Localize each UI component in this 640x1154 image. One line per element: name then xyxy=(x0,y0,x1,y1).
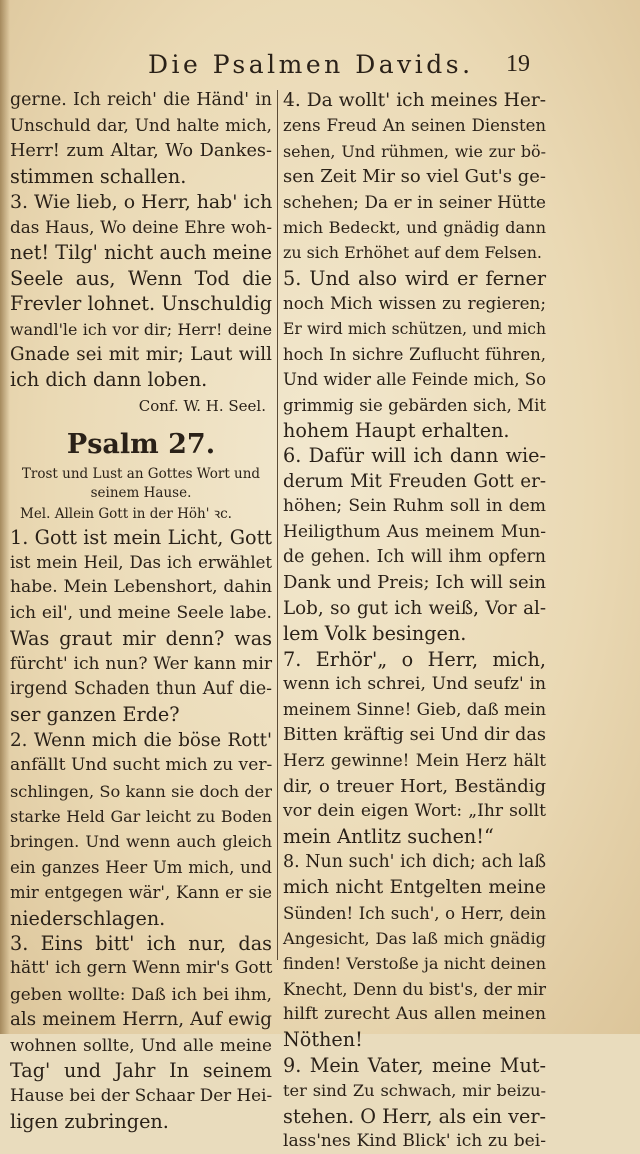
text-line: ich eil', und meine Seele labe. xyxy=(10,602,272,623)
text-line: mein Antlitz suchen!“ xyxy=(283,825,494,849)
text-line: Gnade sei mit mir; Laut will xyxy=(10,343,272,365)
text-line: 5. Und also wird er ferner xyxy=(283,266,546,290)
text-line: starke Held Gar leicht zu Boden xyxy=(10,806,272,826)
text-line: Hause bei der Schaar Der Hei- xyxy=(10,1085,273,1106)
text-line: Sünden! Ich such', o Herr, dein xyxy=(283,903,546,923)
text-line: ser ganzen Erde? xyxy=(10,703,180,727)
text-line: 9. Mein Vater, meine Mut- xyxy=(283,1053,546,1077)
text-line: Herz gewinne! Mein Herz hält xyxy=(283,750,546,771)
text-line: Tag' und Jahr In seinem xyxy=(10,1058,272,1082)
text-line: bringen. Und wenn auch gleich xyxy=(10,832,272,852)
page-number: 19 xyxy=(506,51,530,77)
text-line: anfällt Und sucht mich zu ver- xyxy=(10,755,273,776)
text-line: stehen. O Herr, als ein ver- xyxy=(283,1104,546,1128)
text-line: zu sich Erhöhet auf dem Felsen. xyxy=(283,243,542,263)
text-line: zens Freud An seinen Diensten xyxy=(283,116,546,136)
text-line: niederschlagen. xyxy=(10,906,166,930)
text-line: Angesicht, Das laß mich gnädig xyxy=(283,928,546,948)
right-column xyxy=(283,88,546,1154)
text-line: sehen, Und rühmen, wie zur bö- xyxy=(283,141,546,161)
text-line: finden! Verstoße ja nicht deinen xyxy=(283,954,546,974)
text-line: Was graut mir denn? was xyxy=(10,627,272,651)
text-line: geben wollte: Daß ich bei ihm, xyxy=(10,983,272,1004)
column-divider xyxy=(277,90,278,960)
text-line: 3. Eins bitt' ich nur, das xyxy=(10,931,272,955)
text-line: ligen zubringen. xyxy=(10,1109,169,1133)
psalm-27-verses xyxy=(10,525,272,1134)
text-line: irgend Schaden thun Auf die- xyxy=(10,679,272,700)
text-line: Unschuld dar, Und halte mich, xyxy=(10,115,272,136)
text-line: Er wird mich schützen, und mich xyxy=(283,319,546,338)
text-line: lass'nes Kind Blick' ich zu bei- xyxy=(283,1131,546,1152)
text-line: 1. Gott ist mein Licht, Gott xyxy=(10,525,272,549)
text-line: sen Zeit Mir so viel Gut's ge- xyxy=(283,166,546,188)
text-line: de gehen. Ich will ihm opfern xyxy=(283,547,546,568)
text-line: Nöthen! xyxy=(283,1028,363,1052)
text-line: das Haus, Wo deine Ehre woh- xyxy=(10,216,272,237)
text-line: hilft zurecht Aus allen meinen xyxy=(283,1004,546,1025)
text-line: ist mein Heil, Das ich erwählet xyxy=(10,553,272,573)
text-line: hoch In sichre Zuflucht führen, xyxy=(283,344,546,364)
text-line: 8. Nun such' ich dich; ach laß xyxy=(283,851,546,872)
text-line: Lob, so gut ich weiß, Vor al- xyxy=(283,597,546,619)
text-line: schehen; Da er in seiner Hütte xyxy=(283,191,546,212)
text-line: Seele aus, Wenn Tod die xyxy=(10,266,272,290)
text-line: mir entgegen wär', Kann er sie xyxy=(10,883,272,903)
running-title: Die Psalmen Davids. xyxy=(148,50,474,79)
hymn-attribution: Conf. W. H. Seel. xyxy=(138,396,266,415)
text-line: wohnen sollte, Und alle meine xyxy=(10,1034,272,1055)
text-line: 7. Erhör'„ o Herr, mich, xyxy=(283,647,546,671)
text-line: Bitten kräftig sei Und dir das xyxy=(283,724,546,745)
text-line: wenn ich schrei, Und seufz' in xyxy=(283,673,546,694)
text-line: hohem Haupt erhalten. xyxy=(283,419,510,443)
text-line: grimmig sie gebärden sich, Mit xyxy=(283,395,546,415)
text-line: habe. Mein Lebenshort, dahin xyxy=(10,577,272,598)
text-line: derum Mit Freuden Gott er- xyxy=(283,470,546,492)
text-line: dir, o treuer Hort, Beständig xyxy=(283,775,546,797)
psalm-title: Psalm 27. xyxy=(66,428,216,460)
page-edge-shadow xyxy=(0,0,10,1034)
text-line: net! Tilg' nicht auch meine xyxy=(10,241,272,265)
text-line: lem Volk besingen. xyxy=(283,622,467,646)
text-line: hätt' ich gern Wenn mir's Gott xyxy=(10,958,273,979)
text-line: ter sind Zu schwach, mir beizu- xyxy=(283,1081,546,1101)
text-line: vor dein eigen Wort: „Ihr sollt xyxy=(283,800,546,821)
text-line: 3. Wie lieb, o Herr, hab' ich xyxy=(10,190,273,213)
text-line: schlingen, So kann sie doch der xyxy=(10,781,272,801)
text-line: noch Mich wissen zu regieren; xyxy=(283,293,546,314)
text-line: 4. Da wollt' ich meines Her- xyxy=(283,90,546,111)
text-line: höhen; Sein Ruhm soll in dem xyxy=(283,496,546,517)
text-line: ein ganzes Heer Um mich, und xyxy=(10,857,272,877)
text-line: wandl'le ich vor dir; Herr! deine xyxy=(10,319,272,339)
text-line: 2. Wenn mich die böse Rott' xyxy=(10,729,272,751)
text-line: ich dich dann loben. xyxy=(10,368,208,392)
text-line: als meinem Herrn, Auf ewig xyxy=(10,1009,272,1031)
text-line: meinem Sinne! Gieb, daß mein xyxy=(283,699,547,720)
text-line: mich nicht Entgelten meine xyxy=(283,877,546,899)
text-line: gerne. Ich reich' die Händ' in xyxy=(10,90,272,110)
psalm-27-verses-continued xyxy=(283,88,546,1154)
text-line: Knecht, Denn du bist's, der mir xyxy=(283,979,546,999)
text-line: Und wider alle Feinde mich, So xyxy=(283,370,546,390)
psalm-subtitle-line: Trost und Lust an Gottes Wort und xyxy=(21,465,261,482)
psalm-26-continuation xyxy=(10,88,272,393)
text-line: mich Bedeckt, und gnädig dann xyxy=(283,217,546,237)
text-line: stimmen schallen. xyxy=(10,165,187,189)
text-line: 6. Dafür will ich dann wie- xyxy=(283,444,546,468)
text-line: fürcht' ich nun? Wer kann mir xyxy=(10,653,272,674)
psalm-subtitle-line: seinem Hause. xyxy=(90,484,192,501)
text-line: Dank und Preis; Ich will sein xyxy=(283,572,546,594)
page-header xyxy=(0,50,640,86)
text-line: Herr! zum Altar, Wo Dankes- xyxy=(10,140,272,161)
text-line: Heiligthum Aus meinem Mun- xyxy=(283,521,546,542)
text-line: Frevler lohnet. Unschuldig xyxy=(10,292,272,316)
melody-note: Mel. Allein Gott in der Höh' ꝛc. xyxy=(20,505,232,522)
left-column xyxy=(10,88,272,1134)
